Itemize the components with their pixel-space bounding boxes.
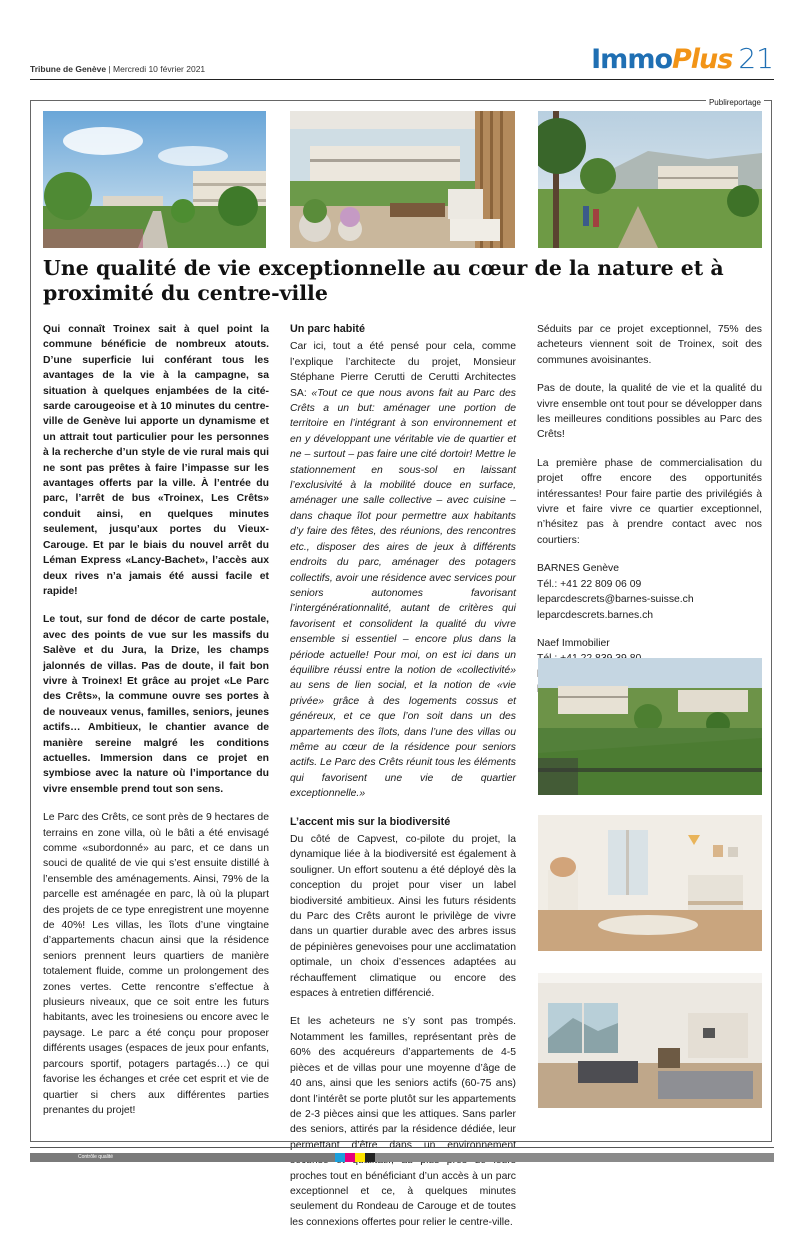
column-1 — [43, 322, 269, 1131]
broker-phone: Tél.: +41 22 809 06 09 — [537, 578, 642, 590]
publication-name: Tribune de Genève — [30, 64, 107, 74]
gray-swatch — [30, 1153, 335, 1162]
brand-immo: Immo — [591, 44, 673, 75]
photo-children-bedroom — [538, 815, 762, 951]
paragraph-seduits: Séduits par ce projet exceptionnel, 75% des acheteurs viennent soit de Troinex, soit des communes avoisinantes. — [537, 324, 762, 366]
photo-terrace-lounge — [290, 111, 515, 248]
broker-name: Naef Immobilier — [537, 637, 610, 649]
quote-intro: Car ici, tout a été pensé pour cela, comme l’explique l’architecte du projet, Monsieur Stéphane Pierre Cerutti de Cerutti Architectes SA: — [290, 341, 516, 399]
architect-quote: «Tout ce que nous avons fait au Parc des Crêts a un but: aménager une portion de territoire en l’intégrant à son environnement et en y développant une véritable vie de quartier et ne – surtout – pas faire une cité dortoir! Mettre le stationnement en sous-sol en laissant l’exclusivité à la mobilité douce en surface, aménager une salle collective – avec cuisine – dans chaque îlot pour permettre aux habitants d’y faire des fêtes, des réunions, des rencontres etc., disposer des aires de jeux à différents endroits du parc, aménager des potagers collectifs, avoir une résidence avec services pour seniors autonomes favorisant l’intergénérationnalité, autant de critères qui favorisent et consolident la qualité du vivre ensemble si essentiel – encore plus dans la période actuelle! Pour moi, on est ici dans un équilibre réussi entre la notion de «collectivité» au sens de lien social, et la notion de «vie privée» grâce à des logements cossus et généreux, et ce que l’on soit dans un des appartements des îlots, dans l’une des villas ou même au cœur de la résidence pour seniors actifs. Le Parc des Crêts réunit tous les éléments qui favorisent une vie de quartier exceptionnelle.» — [290, 387, 516, 800]
lead-paragraph-1: Qui connaît Troinex sait à quel point la commune bénéficie de nombreux atouts. D’une superficie lui conférant tous les avantages de la vie à la campagne, sa situation à quelques enjambées de la cité-sarde carougeoise et à 10 minutes du centre-ville de Genève lui apporte un dynamisme et un attrait tout particulier pour les personnes à la recherche d’un style de vie rural mais qui ne sont pas prêtes à faire l’impasse sur les avantages offerts par la ville. À l’entrée du parc, l’arrêt de bus «Troinex, Les Crêts» conduit ainsi, en quelques minutes seulement, jusqu’aux portes du Vieux-Carouge. Et par le biais du nouvel arrêt du Léman Express «Lancy-Bachet», l’accès aux deux rives n’a jamais été aussi facile et rapide! — [43, 324, 269, 597]
broker-name: BARNES Genève — [537, 563, 620, 575]
subheading-biodiversite: L’accent mis sur la biodiversité — [290, 815, 451, 828]
body-paragraph-parc: Le Parc des Crêts, ce sont près de 9 hectares de terrains en zone villa, où le bâti a été envisagé comme «subordonné» au parc, et ce dans un souci de qualité de vie qui s’est ensuite distillé à l’ensemble des aménagements. Ainsi, 79% de la parcelle est aménagée en parc, là où la plupart des projets de ce type enregistrent une moyenne de 40%! Les villas, les îlots d’une vingtaine d’appartements chacun ainsi que la résidence seniors prennent leurs quartiers de manière totalement fluide, comme un prolongement des zones vertes. Cette rencontre s’effectue à plusieurs niveaux, que ce soit entre les futurs habitants, avec les troinesiens ou encore avec le paysage. Le parc a été conçu pour proposer différents usages (espaces de jeux pour enfants, parcours sportif, potagers partagés…) ce qui favorise les échanges et crée cet esprit et vie de quartier si chers aux différentes parties prenantes du projet! — [43, 812, 269, 1116]
publireportage-tag: Publireportage — [706, 98, 764, 107]
paragraph-commercialisation: La première phase de commercialisation du projet offre encore des opportunités intéressantes! Pour faire partie des privilégiés à vivre et faire vivre ce quartier exceptionnel, n’hésitez pas à prendre contact avec nos courtiers: — [537, 457, 762, 546]
article-headline: Une qualité de vie exceptionnelle au cœur de la nature et à proximité du centre-ville — [43, 256, 724, 305]
photo-aerial-balcony — [538, 658, 762, 795]
brand-logo — [591, 42, 774, 76]
paragraph-qualite: Pas de doute, la qualité de vie et la qualité du vivre ensemble ont tout pour se développer dans les meilleures conditions possibles au Parc des Crêts! — [537, 383, 762, 441]
architect-quote-paragraph — [290, 339, 516, 801]
cyan-swatch — [335, 1153, 345, 1162]
magenta-swatch — [345, 1153, 355, 1162]
masthead-rule — [30, 79, 774, 80]
masthead — [30, 40, 774, 76]
footer-rule — [30, 1147, 774, 1148]
brand-plus: Plus — [672, 44, 733, 75]
subheading-parc-habite: Un parc habité — [290, 323, 365, 335]
broker-website-link[interactable]: leparcdescrets.barnes.ch — [537, 609, 654, 621]
column-2 — [290, 322, 516, 1243]
yellow-swatch — [355, 1153, 365, 1162]
broker-email-link[interactable]: leparcdescrets@barnes-suisse.ch — [537, 594, 694, 606]
body-paragraph-acheteurs: Et les acheteurs ne s’y sont pas trompés. Notamment les familles, représentant près de 60% des acquéreurs d’appartements de 4-5 pièces et de villas pour une moyenne d’âge de 40 ans, ainsi que les seniors actifs (60-75 ans) dont l’intérêt se porte plutôt sur les appartements de 2-3 pièces ainsi que les attiques. Sans parler des seniors, attirés par la résidence dédiée, leur permettant d’être dans un environnement proches tout en bénéficiant d’un accès à un parc exceptionnel et ce, à quelques minutes seulement du Rondeau de Carouge et de toutes les connexions offertes pour relier le centre-ville. — [290, 1016, 516, 1228]
publication-line — [30, 64, 205, 74]
column-3 — [537, 322, 762, 711]
broker-barnes — [537, 561, 762, 623]
black-swatch — [365, 1153, 375, 1162]
body-paragraph-biodiversite: Du côté de Capvest, co-pilote du projet, la dynamique liée à la biodiversité est également à souligner. Un effort soutenu a été déployé dès la conception du projet pour viser un label biodiversité ambitieux. Ainsi les futurs résidents du Parc des Crêts auront le privilège de vivre dans un quartier durable avec des arbres issus de pépinières genevoises pour une acclimatation optimale, un choix d’essences adaptées au réchauffement climatique ou encore des espaces à entretien différencié. — [290, 834, 516, 1000]
masthead-separator: | — [108, 64, 111, 74]
print-color-bar — [30, 1153, 774, 1162]
photo-street-residences — [43, 111, 266, 248]
photo-living-room — [538, 973, 762, 1108]
lead-paragraph-2: Le tout, sur fond de décor de carte postale, avec des points de vue sur les massifs du Salève et du Jura, la Drize, les champs jalonnés de villas. Pas de doute, il fait bon vivre à Troinex! Et grâce au projet «Le Parc des Crêts», la commune ouvre ses portes à de nouveaux venus, familles, seniors, jeunes actifs… Ambitieux, le chantier avance de manière sereine malgré les conditions actuelles. Immersion dans ce projet en symbiose avec la nature où l’importance du vivre ensemble prend tout son sens. — [43, 614, 269, 795]
photo-park-mountains — [538, 111, 762, 248]
gray-swatch — [375, 1153, 774, 1162]
page-number: 21 — [738, 42, 774, 75]
publication-date: Mercredi 10 février 2021 — [113, 64, 206, 74]
quality-control-label: Contrôle qualité — [78, 1154, 114, 1160]
